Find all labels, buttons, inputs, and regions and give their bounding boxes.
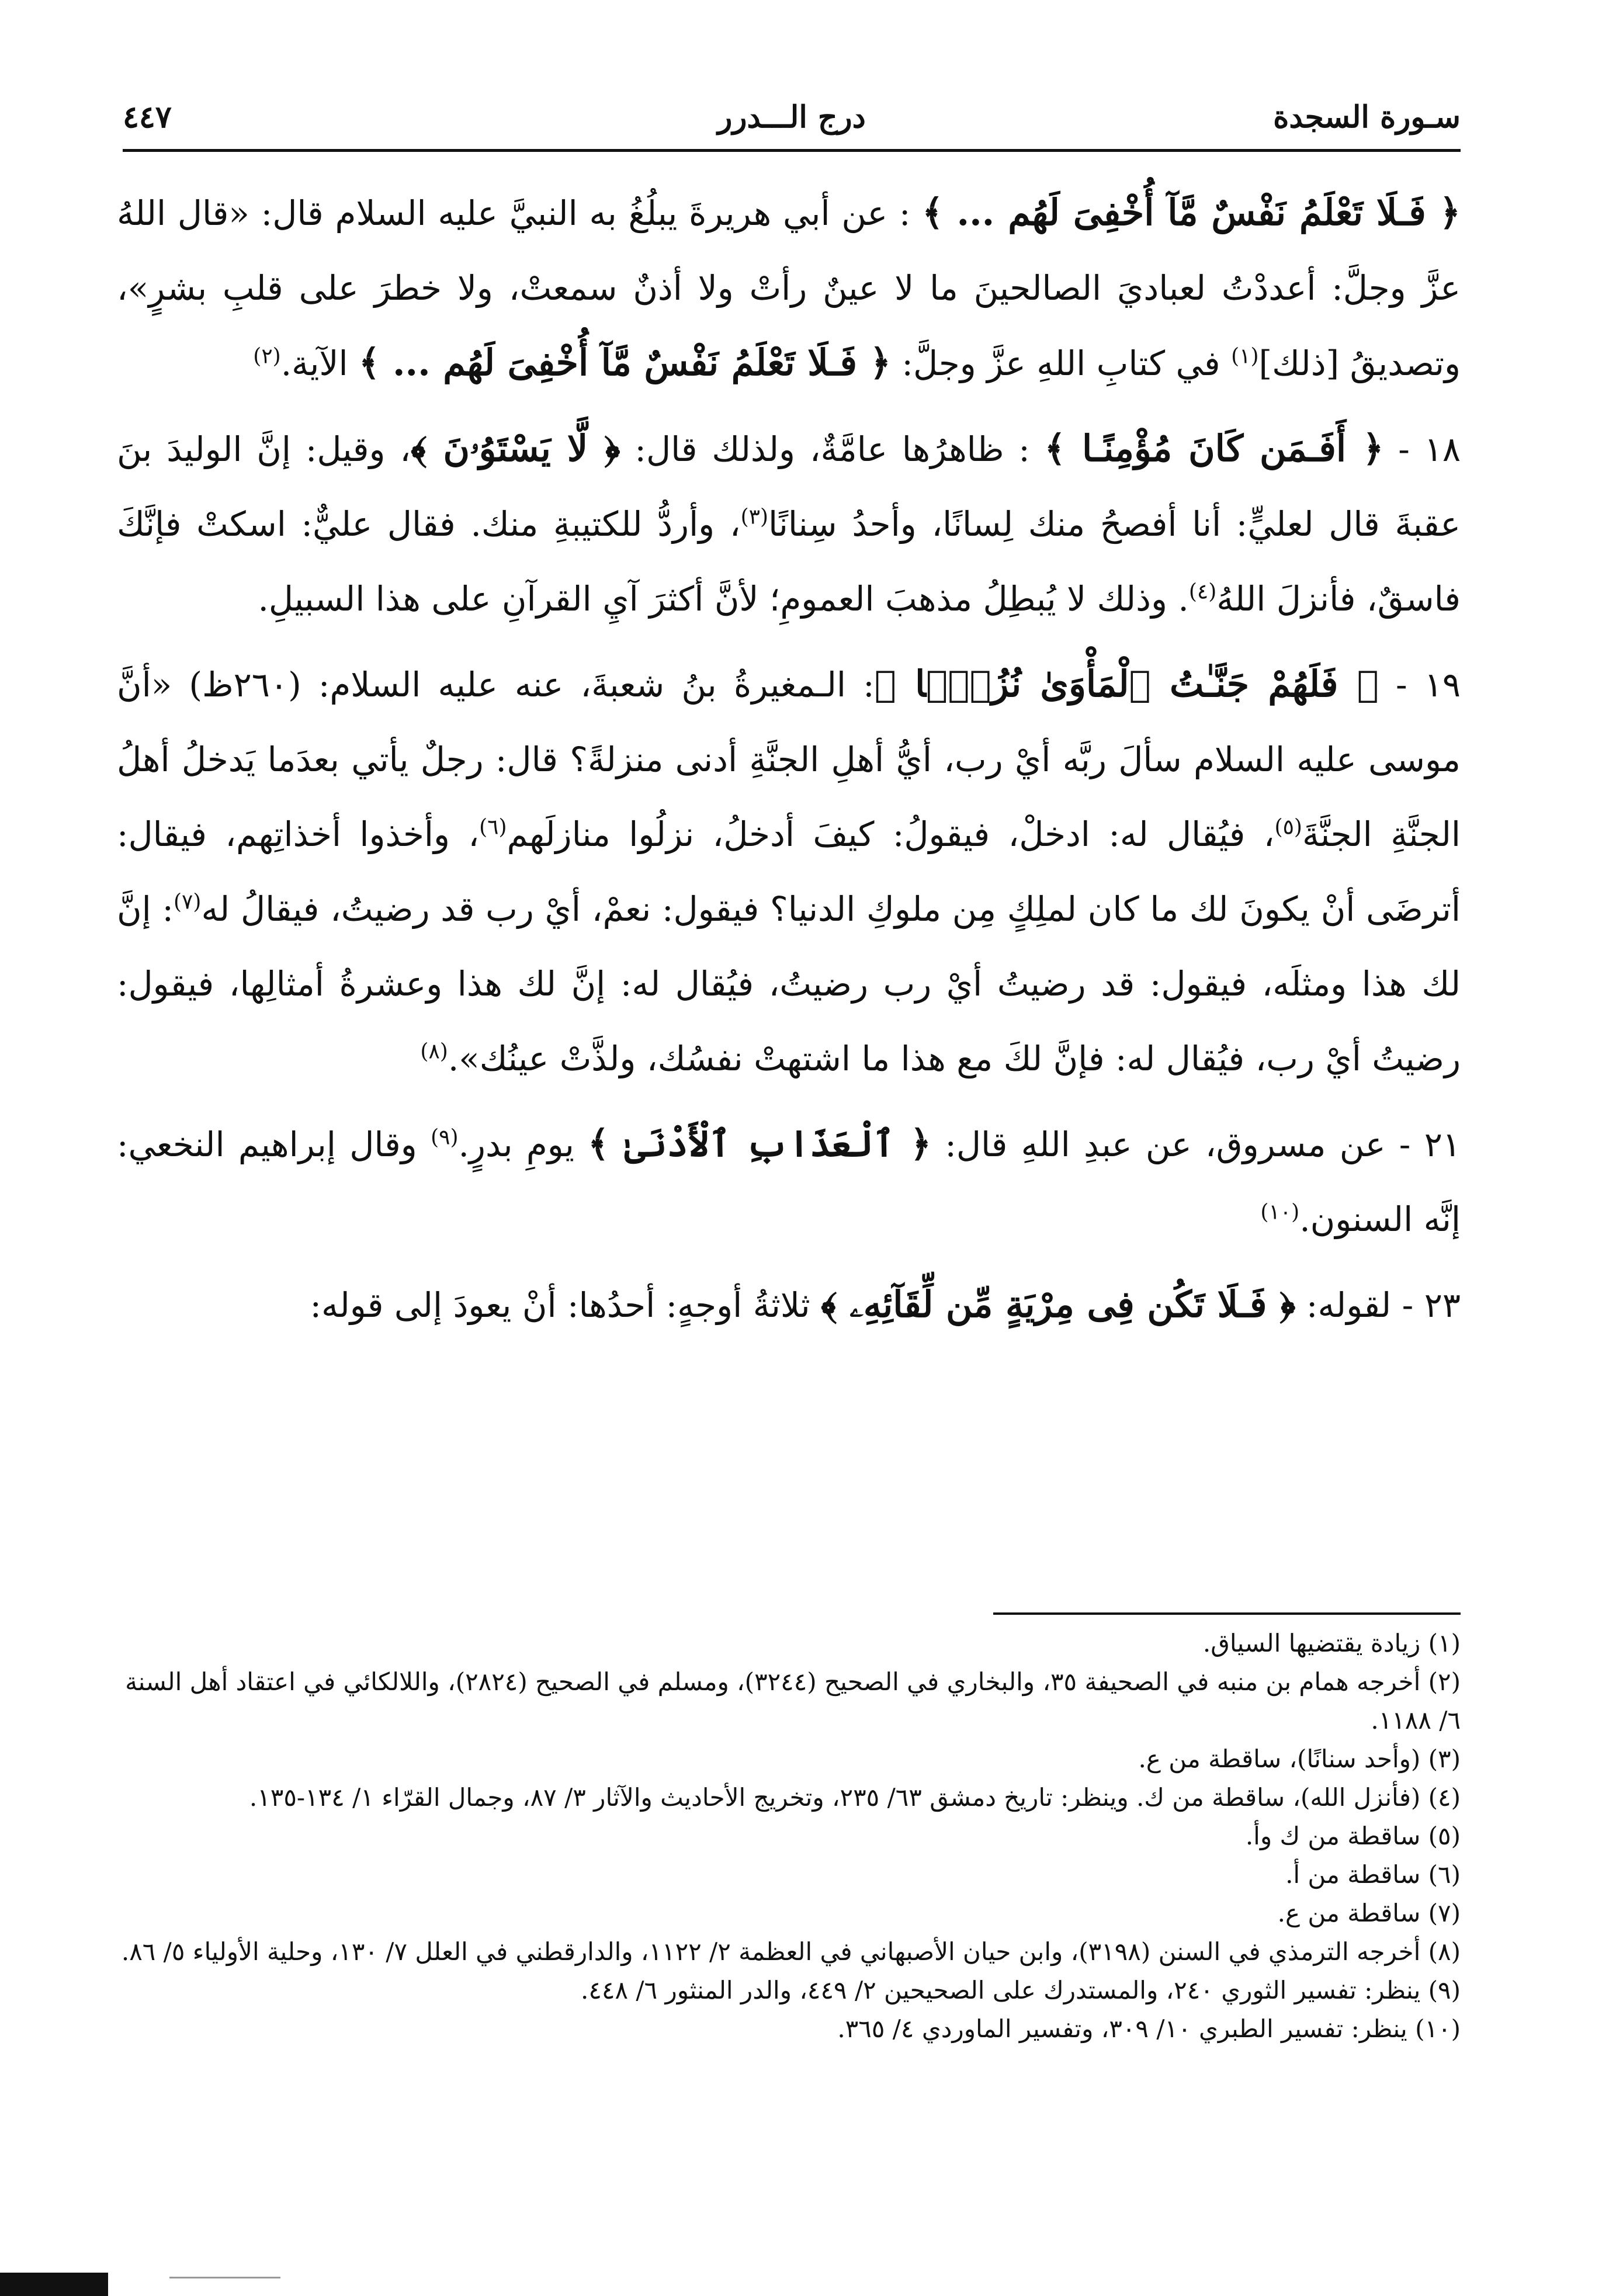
footnote-number: (٢) xyxy=(1428,1667,1461,1696)
quran-verse: ﴿ ٱلْعَذَابِ ٱلْأَدْنَىٰ ﴾ xyxy=(588,1122,932,1165)
footnote-number: (٣) xyxy=(1428,1744,1461,1773)
footnote-ref: (٧) xyxy=(174,890,202,914)
paragraph-3 xyxy=(117,647,1461,1096)
quran-verse: ﴿ فَـلَا تَعْلَمُ نَفْسٌ مَّآ أُخْفِىَ لَهُم ... ﴾ xyxy=(922,191,1461,234)
quran-verse: ﴿ فَـلَا تَكُن فِى مِرْيَةٍ مِّن لِّقَآئِهِۦ ﴾ xyxy=(821,1283,1296,1326)
text-run: . وذلك لا يُبطِلُ مذهبَ العمومِ؛ لأنَّ أكثرَ آيِ القرآنِ على هذا السبيلِ. xyxy=(258,579,1189,619)
text-run: ، وأخذوا أخذاتِهم، فيقال: أترضَى أنْ يكونَ لك ما كان لملِكٍ مِن ملوكِ الدنيا؟ فيقول: نعمْ، أيْ رب قد رضيتُ، فيقالُ له xyxy=(117,814,1461,929)
main-text xyxy=(117,175,1461,1353)
footnote-number: (١٠) xyxy=(1415,2014,1461,2043)
footnote-number: (٧) xyxy=(1428,1899,1461,1927)
text-run: ثلاثةُ أوجهٍ: أحدُها: أنْ يعودَ إلى قوله: xyxy=(310,1285,821,1325)
paragraph-5 xyxy=(117,1267,1461,1343)
footnote xyxy=(117,1894,1461,1933)
footnote-ref: (١٠) xyxy=(1260,1200,1300,1225)
footnote-text: (فأنزل الله)، ساقطة من ك. وينظر: تاريخ دمشق ٦٣/ ٢٣٥، وتخريج الأحاديث والآثار ٣/ ٨٧، وجمال القرّاء ١/ ١٣٤-١٣٥. xyxy=(249,1783,1421,1812)
footnote xyxy=(117,1971,1461,2010)
quran-verse: ﴿ أَفَـمَن كَانَ مُؤْمِنًـا ﴾ xyxy=(1044,427,1384,470)
footnote-text: ينظر: تفسير الطبري ١٠/ ٣٠٩، وتفسير الماوردي ٤/ ٣٦٥. xyxy=(837,2014,1407,2043)
text-run: ، وقيل: إنَّ الوليدَ بنَ عقبةَ قال لعليٍّ: أنا أفصحُ منك لِسانًا، وأحدُ سِنانًا xyxy=(117,429,1461,544)
verse-number: ١٨ - xyxy=(1383,429,1461,469)
surah-title: سـورة السجدة xyxy=(1273,99,1461,135)
footnote-text: (وأحد سنانًا)، ساقطة من ع. xyxy=(1138,1744,1421,1773)
footnote-ref: (٤) xyxy=(1188,580,1217,604)
footnote-ref: (٢) xyxy=(253,344,281,369)
scan-edge-mark xyxy=(0,2273,108,2296)
footnote-text: ساقطة من ع. xyxy=(1277,1899,1421,1927)
footnote-ref: (٩) xyxy=(431,1125,459,1150)
footnote-text: أخرجه الترمذي في السنن (٣١٩٨)، وابن حيان الأصبهاني في العظمة ٢/ ١١٢٢، والدارقطني في العلل ٧/ ١٣٠، وحلية الأولياء ٥/ ٨٦. xyxy=(121,1937,1421,1966)
footnote-number: (١) xyxy=(1428,1629,1461,1657)
footnote-number: (٨) xyxy=(1428,1937,1461,1966)
footnote-number: (٩) xyxy=(1428,1976,1461,2004)
footnote xyxy=(117,1624,1461,1663)
footnote-ref: (٦) xyxy=(479,815,507,840)
text-run: يومِ بدرٍ. xyxy=(458,1125,588,1164)
footnote xyxy=(117,1663,1461,1740)
footnote-text: ساقطة من ك وأ. xyxy=(1245,1822,1421,1850)
footnote-number: (٤) xyxy=(1428,1783,1461,1812)
scan-dash-mark xyxy=(169,2277,280,2278)
footnote-ref: (٥) xyxy=(1274,815,1302,840)
footnote-text: ينظر: تفسير الثوري ٢٤٠، والمستدرك على الصحيحين ٢/ ٤٤٩، والدر المنثور ٦/ ٤٤٨. xyxy=(581,1976,1421,2004)
footnote-ref: (١) xyxy=(1231,344,1259,369)
footnote-text: زيادة يقتضيها السياق. xyxy=(1202,1629,1421,1657)
footnotes xyxy=(117,1624,1461,2048)
footnote-ref: (٨) xyxy=(420,1039,448,1064)
paragraph-4 xyxy=(117,1107,1461,1257)
text-run: : ظاهرُها عامَّةٌ، ولذلك قال: xyxy=(620,429,1045,469)
quran-verse: ﴿ فَلَهُمْ جَنَّـٰتُ ٱلْمَأْوَىٰ نُزُلًۢا ﴾ xyxy=(874,663,1379,705)
text-run: ، وأردُّ للكتيبةِ منك. فقال عليٌّ: اسكتْ فإنَّكَ فاسقٌ، فأنزلَ اللهُ xyxy=(117,504,1461,619)
footnote-text: ساقطة من أ. xyxy=(1285,1860,1421,1889)
text-run: : الـمغيرةُ بنُ شعبةَ، عنه عليه السلام: (٢٦٠ظ) «أنَّ موسى عليه السلام سألَ ربَّه أيْ رب، أيُّ أهلِ الجنَّةِ أدنى منزلةً؟ قال: رجلٌ يأتي بعدَما يَدخلُ أهلُ الجنَّةِ الجنَّةَ xyxy=(117,665,1461,854)
header-divider xyxy=(123,149,1461,152)
verse-number: ٢٣ - لقوله: xyxy=(1295,1285,1461,1325)
footnote xyxy=(117,1933,1461,1971)
footnote-ref: (٣) xyxy=(740,505,769,529)
text-run: ، فيُقال له: ادخلْ، فيقولُ: كيفَ أدخلُ، نزلُوا منازلَهم xyxy=(507,814,1275,854)
text-run: : إنَّ لك هذا ومثلَه، فيقول: قد رضيتُ أيْ رب رضيتُ، فيُقال له: إنَّ لك هذا وعشرةُ أمثالِها، فيقول: رضيتُ أيْ رب، فيُقال له: فإنَّ لكَ مع هذا ما اشتهتْ نفسُك، ولذَّتْ عينُك». xyxy=(117,889,1461,1078)
footnote-divider xyxy=(993,1612,1461,1615)
footnote xyxy=(117,2010,1461,2048)
quran-verse: ﴿ لَّا يَسْتَوُۥنَ ﴾ xyxy=(411,427,620,470)
running-header xyxy=(123,88,1461,152)
paragraph-2 xyxy=(117,411,1461,636)
text-run: الآية. xyxy=(280,344,359,383)
text-run: : عن أبي هريرةَ يبلُغُ به النبيَّ عليه السلام قال: «قال اللهُ عزَّ وجلَّ: أعددْتُ لعباديَ الصالحينَ ما لا عينٌ رأتْ ولا أذنٌ سمعتْ، ولا خطرَ على قلبِ بشرٍ»، وتصديقُ [ذلك] xyxy=(117,193,1461,383)
footnote-number: (٥) xyxy=(1428,1822,1461,1850)
book-title: درج الـــدرر xyxy=(717,99,866,135)
footnote xyxy=(117,1740,1461,1778)
text-run: وقال إبراهيم النخعي: إنَّه السنون. xyxy=(117,1125,1461,1239)
footnote xyxy=(117,1855,1461,1894)
quran-verse: ﴿ فَـلَا تَعْلَمُ نَفْسٌ مَّآ أُخْفِىَ لَهُم ... ﴾ xyxy=(359,341,891,384)
verse-number: ١٩ - xyxy=(1378,665,1461,705)
text-run: في كتابِ اللهِ عزَّ وجلَّ: xyxy=(890,344,1232,383)
footnote xyxy=(117,1778,1461,1817)
footnote-text: أخرجه همام بن منبه في الصحيفة ٣٥، والبخاري في الصحيح (٣٢٤٤)، ومسلم في الصحيح (٢٨٢٤)، واللالكائي في اعتقاد أهل السنة ٦/ ١١٨٨. xyxy=(125,1667,1461,1735)
footnote xyxy=(117,1817,1461,1855)
page-number: ٤٤٧ xyxy=(123,99,172,135)
paragraph-1 xyxy=(117,175,1461,401)
footnote-number: (٦) xyxy=(1428,1860,1461,1889)
text-run: ٢١ - عن مسروق، عن عبدِ اللهِ قال: xyxy=(931,1125,1461,1164)
